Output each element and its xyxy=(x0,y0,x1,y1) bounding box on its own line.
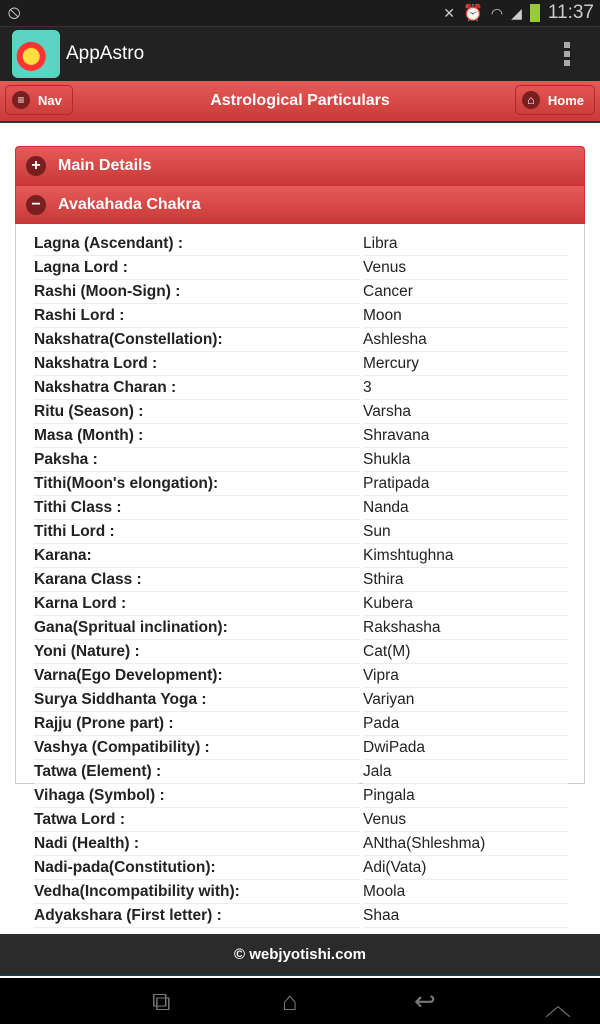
row-label: Tithi Lord : xyxy=(34,520,359,544)
row-value: Venus xyxy=(363,256,568,280)
row-value: Cancer xyxy=(363,280,568,304)
row-value: Shravana xyxy=(363,424,568,448)
row-value: Mercury xyxy=(363,352,568,376)
home-label: Home xyxy=(547,92,584,108)
table-row xyxy=(34,496,568,520)
row-value: Jala xyxy=(363,760,568,784)
row-label: Lagna Lord : xyxy=(34,256,359,280)
mute-icon: ✕ xyxy=(443,4,455,21)
table-row xyxy=(34,424,568,448)
table-row xyxy=(34,304,568,328)
row-label: Karana: xyxy=(34,544,359,568)
table-row xyxy=(34,736,568,760)
row-value: Rakshasha xyxy=(363,616,568,640)
row-label: Yoni (Nature) : xyxy=(34,640,359,664)
app-bar xyxy=(0,26,600,81)
row-label: Vihaga (Symbol) : xyxy=(34,784,359,808)
row-label: Rashi Lord : xyxy=(34,304,359,328)
section-label: Avakahada Chakra xyxy=(58,195,201,213)
table-row xyxy=(34,856,568,880)
row-label: Lagna (Ascendant) : xyxy=(34,232,359,256)
table-row xyxy=(34,808,568,832)
row-value: Kubera xyxy=(363,592,568,616)
signal-icon: ◢ xyxy=(511,4,522,21)
table-row xyxy=(34,904,568,928)
row-label: Gana(Spritual inclination): xyxy=(34,616,359,640)
row-label: Nakshatra(Constellation): xyxy=(34,328,359,352)
row-value: ANtha(Shleshma) xyxy=(363,832,568,856)
page-header xyxy=(0,81,600,123)
system-nav-bar xyxy=(0,978,600,1024)
details-table xyxy=(15,224,585,924)
status-bar xyxy=(0,0,600,26)
nav-label: Nav xyxy=(38,92,62,108)
table-row xyxy=(34,664,568,688)
table-row xyxy=(34,376,568,400)
page-title: Astrological Particulars xyxy=(210,92,390,109)
table-row xyxy=(34,592,568,616)
table-row xyxy=(34,880,568,904)
row-value: Kimshtughna xyxy=(363,544,568,568)
row-value: DwiPada xyxy=(363,736,568,760)
row-value: Pada xyxy=(363,712,568,736)
row-label: Rajju (Prone part) : xyxy=(34,712,359,736)
table-row xyxy=(34,328,568,352)
table-row xyxy=(34,400,568,424)
row-value: Ashlesha xyxy=(363,328,568,352)
accessibility-icon: ⦸ xyxy=(8,2,21,23)
row-value: Sthira xyxy=(363,568,568,592)
table-row xyxy=(34,520,568,544)
table-row xyxy=(34,352,568,376)
row-label: Tatwa Lord : xyxy=(34,808,359,832)
row-label: Karana Class : xyxy=(34,568,359,592)
row-value: Moola xyxy=(363,880,568,904)
row-value: Adi(Vata) xyxy=(363,856,568,880)
table-row xyxy=(34,640,568,664)
table-row xyxy=(34,688,568,712)
row-label: Surya Siddhanta Yoga : xyxy=(34,688,359,712)
row-value: Pratipada xyxy=(363,472,568,496)
plus-icon: + xyxy=(26,156,46,176)
row-value: Libra xyxy=(363,232,568,256)
row-label: Masa (Month) : xyxy=(34,424,359,448)
app-title: AppAstro xyxy=(66,43,145,64)
row-label: Vashya (Compatibility) : xyxy=(34,736,359,760)
row-label: Nadi (Health) : xyxy=(34,832,359,856)
nav-button[interactable] xyxy=(5,85,73,115)
row-label: Varna(Ego Development): xyxy=(34,664,359,688)
home-nav-icon[interactable]: ⌂ xyxy=(282,986,298,1016)
row-label: Vedha(Incompatibility with): xyxy=(34,880,359,904)
table-row xyxy=(34,544,568,568)
row-value: Venus xyxy=(363,808,568,832)
row-label: Tithi Class : xyxy=(34,496,359,520)
menu-icon: ≡ xyxy=(12,91,30,109)
app-logo xyxy=(12,30,60,78)
table-row xyxy=(34,568,568,592)
table-row xyxy=(34,784,568,808)
minus-icon: − xyxy=(26,195,46,215)
row-label: Paksha : xyxy=(34,448,359,472)
row-label: Tatwa (Element) : xyxy=(34,760,359,784)
wifi-icon: ◠ xyxy=(490,4,504,21)
home-icon: ⌂ xyxy=(522,91,540,109)
alarm-icon: ⏰ xyxy=(462,5,483,22)
clock: 11:37 xyxy=(547,2,594,23)
row-value: Shaa xyxy=(363,904,568,928)
row-value: Shukla xyxy=(363,448,568,472)
row-value: Vipra xyxy=(363,664,568,688)
row-label: Ritu (Season) : xyxy=(34,400,359,424)
row-value: Nanda xyxy=(363,496,568,520)
row-value: Variyan xyxy=(363,688,568,712)
table-row xyxy=(34,832,568,856)
copyright: © webjyotishi.com xyxy=(234,945,366,963)
table-row xyxy=(34,760,568,784)
section-label: Main Details xyxy=(58,156,152,174)
row-label: Nadi-pada(Constitution): xyxy=(34,856,359,880)
row-value: Varsha xyxy=(363,400,568,424)
row-label: Tithi(Moon's elongation): xyxy=(34,472,359,496)
section-main-details[interactable] xyxy=(15,146,585,185)
content xyxy=(15,146,585,924)
table-row xyxy=(34,280,568,304)
table-row xyxy=(34,232,568,256)
table-row xyxy=(34,256,568,280)
table-row xyxy=(34,472,568,496)
table-row xyxy=(34,616,568,640)
row-value: 3 xyxy=(363,376,568,400)
footer xyxy=(0,934,600,976)
row-label: Nakshatra Charan : xyxy=(34,376,359,400)
back-icon[interactable]: ↩ xyxy=(414,986,436,1016)
row-value: Sun xyxy=(363,520,568,544)
row-label: Adyakshara (First letter) : xyxy=(34,904,359,928)
row-value: Pingala xyxy=(363,784,568,808)
recent-apps-icon[interactable]: ⧉ xyxy=(152,986,171,1016)
row-value: Moon xyxy=(363,304,568,328)
chevron-up-icon[interactable]: ︿ xyxy=(545,991,572,1021)
row-label: Rashi (Moon-Sign) : xyxy=(34,280,359,304)
section-avakahada-chakra[interactable] xyxy=(15,185,585,224)
table-row xyxy=(34,712,568,736)
table-row xyxy=(34,448,568,472)
row-label: Nakshatra Lord : xyxy=(34,352,359,376)
home-button[interactable] xyxy=(515,85,595,115)
row-label: Karna Lord : xyxy=(34,592,359,616)
battery-icon xyxy=(530,4,540,22)
row-value: Cat(M) xyxy=(363,640,568,664)
overflow-menu-icon[interactable] xyxy=(564,42,570,66)
